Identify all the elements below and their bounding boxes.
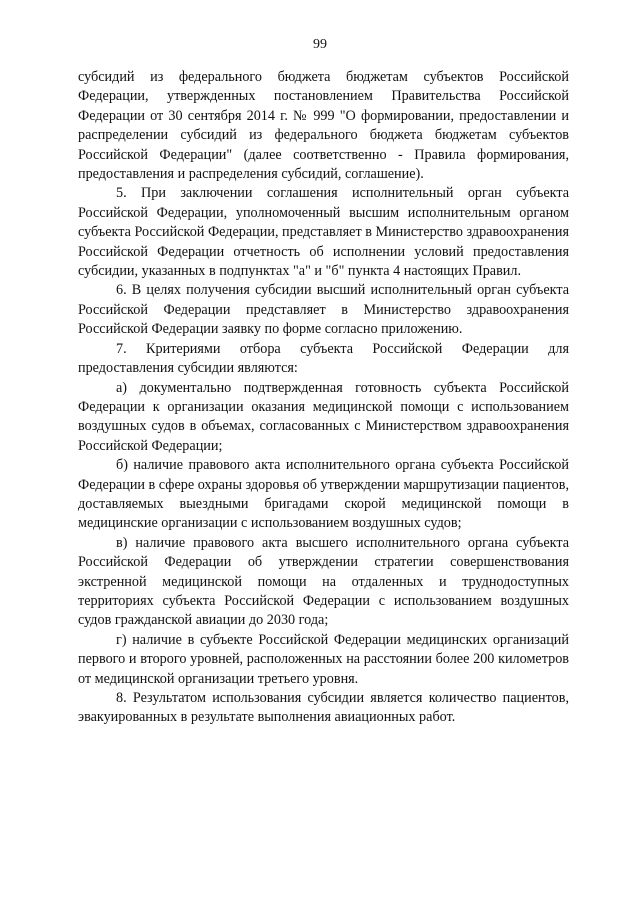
subitem-b: б) наличие правового акта исполнительного органа субъекта Российской Федерации в сфере охраны здоровья об утверждении маршрутизации пациентов, доставляемых выездными бригадами скорой медицинской помощи в медицинские организации с использованием воздушных судов; [78, 457, 570, 532]
subitem-a: а) документально подтвержденная готовность субъекта Российской Федерации к организации оказания медицинской помощи с использованием воздушных судов в объемах, согласованных с Министерством здравоохранения Российской Федерации; [78, 379, 569, 454]
paragraph-continuation: субсидий из федерального бюджета бюджетам субъектов Российской Федерации, утвержденных постановлением Правительства Российской Федерации от 30 сентября 2014 г. № 999 "О формировании, предоставлении и распределении субсидий из федерального бюджета бюджетам субъектов Российской Федерации" (далее соответственно - Правила формирования, предоставления и распределения субсидий, соглашение). [78, 69, 569, 183]
paragraph-item-7: 7. Критериями отбора субъекта Российской Федерации для предоставления субсидии являются: [78, 340, 569, 377]
subitem-g: г) наличие в субъекте Российской Федерации медицинских организаций первого и второго уровней, расположенных на расстоянии более 200 километров от медицинской организации третьего уровня. [78, 631, 569, 687]
paragraph-item-5: 5. При заключении соглашения исполнительный орган субъекта Российской Федерации, уполномоченный высшим исполнительным органом субъекта Российской Федерации, представляет в Министерство здравоохранения Российской Федерации отчетность об исполнении условий предоставления субсидии, указанных в подпунктах "а" и "б" пункта 4 настоящих Правил. [78, 185, 569, 280]
paragraph-item-8: 8. Результатом использования субсидии является количество пациентов, эвакуированных в результате выполнения авиационных работ. [78, 690, 569, 726]
document-body [78, 68, 569, 728]
subitem-v: в) наличие правового акта высшего исполнительного органа субъекта Российской Федерации об утверждении стратегии совершенствования экстренной медицинской помощи на отдаленных и труднодоступных территориях субъекта Российской Федерации с использованием воздушных судов гражданской авиации до 2030 года; [78, 534, 569, 629]
paragraph-item-6: 6. В целях получения субсидии высший исполнительный орган субъекта Российской Федерации представляет в Министерство здравоохранения Российской Федерации заявку по форме согласно приложению. [78, 282, 569, 338]
page-number: 99 [313, 37, 327, 52]
